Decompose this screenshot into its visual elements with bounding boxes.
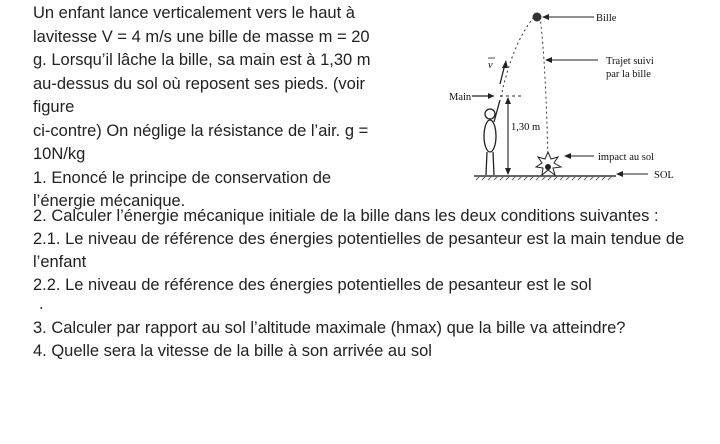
impact-label: impact au sol: [598, 152, 654, 163]
intro-line: ci-contre) On néglige la résistance de l’air. g =: [33, 121, 369, 140]
sol-label: SOL: [654, 170, 674, 181]
velocity-label: v: [488, 60, 493, 71]
trajectory-down: [540, 17, 548, 164]
intro-line: figure: [33, 98, 75, 116]
question-3: 3. Calculer par rapport au sol l’altitude maximale (hmax) que la bille va atteindre?: [33, 319, 626, 337]
ball: [533, 13, 542, 22]
intro-line: au-dessus du sol où reposent ses pieds. (voir: [33, 74, 366, 93]
child-figure: [484, 100, 500, 175]
question-1-line: 1. Enoncé le principe de conservation de: [33, 168, 332, 187]
exercise-intro: [33, 2, 441, 214]
trajet-label: par la bille: [606, 69, 651, 80]
main-arrow-head: [488, 93, 494, 99]
trajet-label: Trajet suivi: [606, 56, 654, 67]
intro-line: 10N/kg: [33, 145, 86, 163]
intro-line: g. Lorsqu’il lâche la bille, sa main est à 1,30 m: [33, 51, 371, 69]
question-2: 2. Calculer l’énergie mécanique initiale de la bille dans les deux conditions suivantes :: [33, 207, 659, 225]
height-label: 1,30 m: [511, 122, 541, 133]
stray-dot: .: [39, 295, 44, 313]
question-2-2: 2.2. Le niveau de référence des énergies potentielles de pesanteur est le sol: [33, 276, 592, 294]
impact-burst: [536, 152, 561, 175]
trajectory-up: [501, 17, 534, 97]
question-4: 4. Quelle sera la vitesse de la bille à son arrivée au sol: [33, 342, 432, 360]
questions-block: [33, 205, 693, 363]
question-1-line: l’énergie mécanique.: [33, 192, 186, 210]
main-label: Main: [449, 92, 472, 103]
question-2-1: 2.1. Le niveau de référence des énergies potentielles de pesanteur est la main tendue de l’enfant: [33, 230, 685, 271]
trajectory-figure: [448, 4, 716, 194]
intro-line: Un enfant lance verticalement vers le haut à: [33, 4, 355, 22]
intro-line: lavitesse V = 4 m/s une bille de masse m = 20: [33, 27, 370, 46]
bille-label: Bille: [596, 13, 617, 24]
